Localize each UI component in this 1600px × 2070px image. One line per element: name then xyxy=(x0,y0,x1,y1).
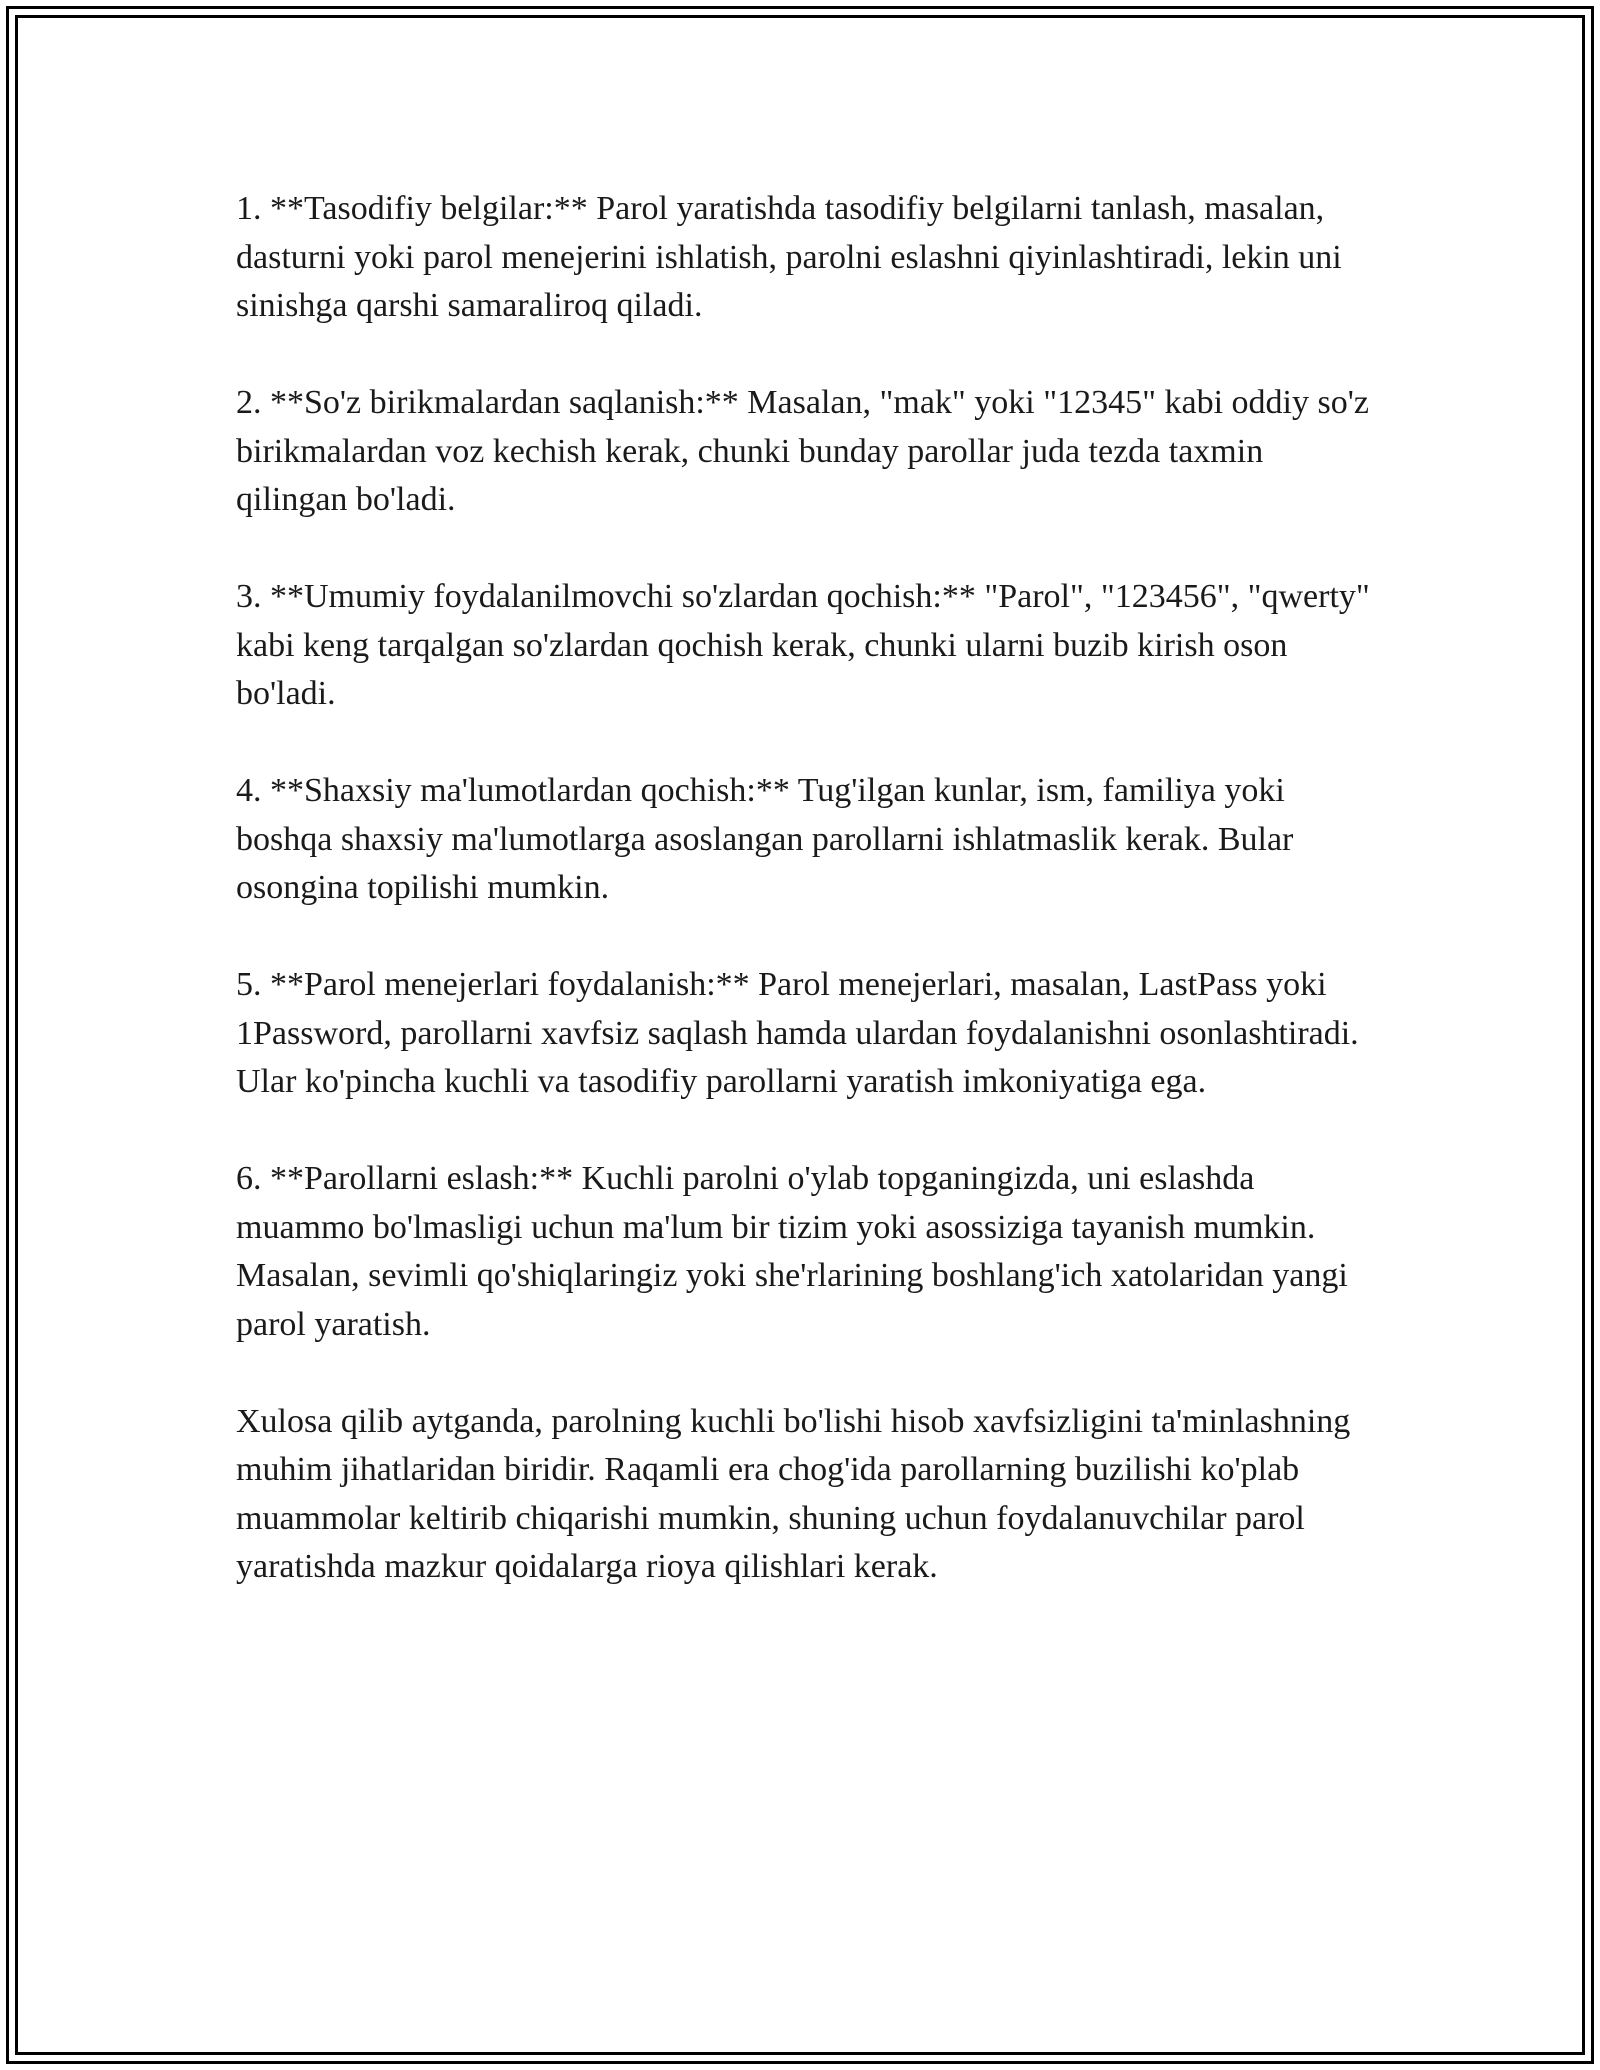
list-item-random-characters: 1. **Tasodifiy belgilar:** Parol yaratishda tasodifiy belgilarni tanlash, masalan, dasturni yoki parol menejerini ishlatish, parolni eslashni qiyinlashtiradi, lekin uni sinishga qarshi samaraliroq qiladi. xyxy=(236,190,1342,324)
list-item-avoid-common-words: 3. **Umumiy foydalanilmovchi so'zlardan qochish:** "Parol", "123456", "qwerty" kabi keng tarqalgan so'zlardan qochish kerak, chunki ularni buzib kirish oson bo'ladi. xyxy=(236,578,1370,712)
list-item-remembering-passwords: 6. **Parollarni eslash:** Kuchli parolni o'ylab topganingizda, uni eslashda muammo bo'lmasligi uchun ma'lum bir tizim yoki asossiziga tayanish mumkin. Masalan, sevimli qo'shiqlaringiz yoki she'rlarining boshlang'ich xatolaridan yangi parol yaratish. xyxy=(236,1160,1348,1343)
list-item-avoid-personal-info: 4. **Shaxsiy ma'lumotlardan qochish:** Tug'ilgan kunlar, ism, familiya yoki boshqa shaxsiy ma'lumotlarga asoslangan parollarni ishlatmaslik kerak. Bular osongina topilishi mumkin. xyxy=(236,772,1294,906)
list-item-avoid-word-combinations: 2. **So'z birikmalardan saqlanish:** Masalan, "mak" yoki "12345" kabi oddiy so'z birikmalardan voz kechish kerak, chunki bunday parollar juda tezda taxmin qilingan bo'ladi. xyxy=(236,384,1369,518)
document-body xyxy=(236,185,1376,1592)
conclusion-paragraph: Xulosa qilib aytganda, parolning kuchli bo'lishi hisob xavfsizligini ta'minlashning muhim jihatlaridan biridir. Raqamli era chog'ida parollarning buzilishi ko'plab muammolar keltirib chiqarishi mumkin, shuning uchun foydalanuvchilar parol yaratishda mazkur qoidalarga rioya qilishlari kerak. xyxy=(236,1402,1351,1585)
list-item-password-managers: 5. **Parol menejerlari foydalanish:** Parol menejerlari, masalan, LastPass yoki 1Password, parollarni xavfsiz saqlash hamda ulardan foydalanishni osonlashtiradi. Ular ko'pincha kuchli va tasodifiy parollarni yaratish imkoniyatiga ega. xyxy=(236,966,1359,1100)
